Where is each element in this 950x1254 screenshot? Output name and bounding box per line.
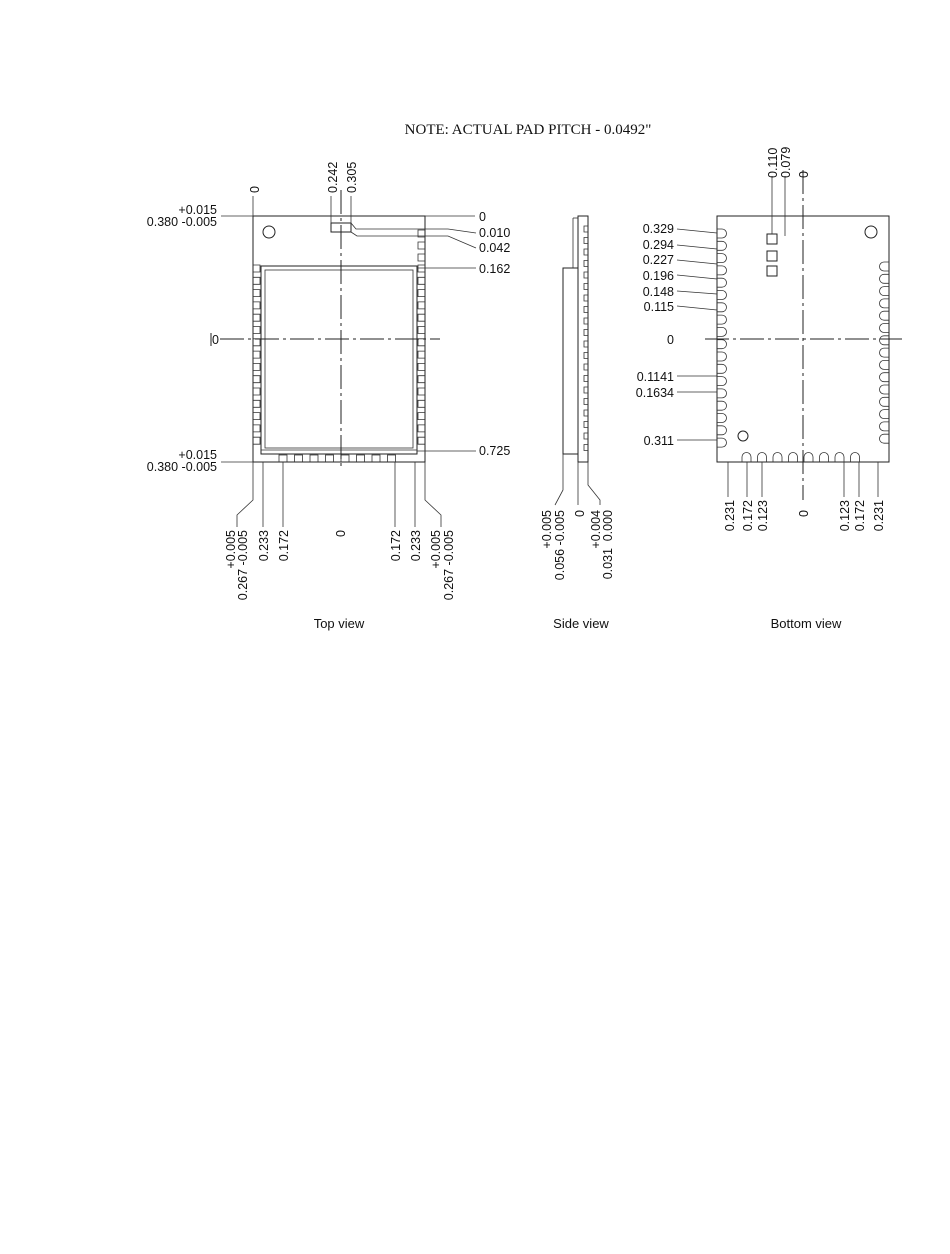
top-b-0233-l: 0.233: [257, 530, 271, 562]
top-b-0172-r: 0.172: [389, 530, 403, 562]
bot-b-0231-r: 0.231: [872, 500, 886, 532]
bot-l-0115-line: [677, 306, 717, 310]
bottom-left-pad: [717, 315, 727, 324]
side-tol-a-main: 0.056 -0.005: [553, 510, 567, 581]
bottom-view-test-pad-1: [767, 234, 777, 244]
top-left-zero: 0: [212, 333, 219, 347]
top-b-0172-l: 0.172: [277, 530, 291, 562]
bottom-left-pad: [717, 229, 727, 238]
bottom-left-pad: [717, 389, 727, 398]
top-b-tol-left-plus: +0.005: [224, 530, 238, 569]
side-dim-a-line: [555, 454, 563, 505]
top-b-0233-r: 0.233: [409, 530, 423, 562]
side-castellation: [584, 284, 588, 290]
bot-l-0311: 0.311: [643, 434, 674, 448]
bottom-view-caption: Bottom view: [770, 616, 842, 631]
bottom-right-pad: [880, 274, 890, 283]
bot-l-0227: 0.227: [642, 253, 674, 267]
bottom-right-pad: [880, 287, 889, 296]
side-zero: 0: [573, 510, 587, 517]
bottom-left-pad: [717, 438, 727, 447]
bottom-view-bottom-pads: [742, 453, 860, 463]
bot-l-0294: 0.294: [642, 238, 674, 252]
top-bottom-castellation: [357, 455, 365, 462]
top-tol-bot-plus: +0.015: [178, 448, 217, 462]
top-bottom-castellation: [279, 455, 287, 462]
top-dim-zero: 0: [248, 186, 262, 193]
top-bottom-castellation: [295, 455, 303, 462]
bot-l-0: 0: [667, 333, 674, 347]
top-right-castellation: [418, 290, 425, 297]
bottom-view-fiducial: [738, 431, 748, 441]
side-castellation: [584, 433, 588, 439]
bottom-right-pad: [880, 422, 890, 431]
top-left-castellation: [253, 376, 260, 383]
bottom-left-pad: [717, 278, 727, 287]
bottom-edge-pad: [820, 453, 829, 463]
bot-l-01141: 0.1141: [636, 370, 674, 384]
top-left-castellation: [253, 351, 260, 358]
top-left-castellation: [253, 413, 260, 420]
top-view-left-castellations: [253, 265, 260, 444]
side-castellation: [584, 445, 588, 451]
bottom-left-pad: [717, 377, 727, 386]
bottom-edge-pad: [851, 453, 860, 463]
bottom-right-pad: [880, 385, 890, 394]
bottom-left-pad: [717, 426, 727, 435]
bottom-edge-pad: [758, 453, 767, 463]
top-right-castellation: [418, 351, 425, 358]
shield-can-outer: [261, 266, 417, 454]
top-left-castellation: [253, 339, 260, 346]
top-left-castellation: [253, 327, 260, 334]
side-castellation: [584, 353, 588, 359]
top-left-castellation: [253, 302, 260, 309]
side-tol-b-zero: 0.000: [601, 510, 615, 542]
top-bottom-castellation: [341, 455, 349, 462]
top-right-castellation: [418, 302, 425, 309]
top-r-0010-line: [351, 223, 476, 233]
top-left-castellation: [253, 425, 260, 432]
top-right-castellation: [418, 265, 425, 272]
top-right-castellation: [418, 425, 425, 432]
bot-b-0: 0: [797, 510, 811, 517]
bottom-left-pad: [717, 352, 727, 361]
bot-l-0196-line: [677, 275, 717, 279]
top-view-right-castellations: [418, 230, 425, 444]
top-right-castellation: [418, 376, 425, 383]
bot-b-0123-r: 0.123: [838, 500, 852, 532]
side-castellation: [584, 249, 588, 255]
top-r-0042: 0.042: [479, 241, 511, 255]
side-tol-a-plus: +0.005: [540, 510, 554, 549]
bot-t-0079: 0.079: [779, 146, 793, 178]
top-view-caption: Top view: [313, 616, 365, 631]
side-castellation: [584, 399, 588, 405]
bottom-view-right-pads: [880, 262, 890, 443]
top-view-bottom-castellations: [279, 455, 396, 462]
top-bottom-castellation: [310, 455, 318, 462]
top-right-castellation: [418, 242, 425, 249]
bottom-right-pad: [880, 360, 890, 369]
bot-b-0172-l: 0.172: [741, 500, 755, 532]
bottom-left-pad: [717, 254, 727, 263]
top-dim-0242: 0.242: [326, 161, 340, 193]
top-r-0162: 0.162: [479, 262, 511, 276]
top-right-castellation: [418, 413, 425, 420]
side-view-shield: [563, 268, 578, 454]
side-castellation: [584, 422, 588, 428]
top-left-castellation: [253, 388, 260, 395]
top-b-tol-right-main: 0.267 -0.005: [442, 530, 456, 601]
bot-l-0294-line: [677, 245, 717, 249]
top-dim-0305: 0.305: [345, 161, 359, 193]
top-right-castellation: [418, 327, 425, 334]
side-tol-b-main: 0.031: [601, 548, 615, 580]
bot-t-0: 0: [797, 171, 811, 178]
side-castellation: [584, 238, 588, 244]
bottom-edge-pad: [773, 453, 782, 463]
bottom-edge-pad: [804, 453, 813, 463]
top-left-castellation: [253, 437, 260, 444]
side-castellation: [584, 307, 588, 313]
top-r-0042-line: [351, 232, 476, 248]
side-view-caption: Side view: [553, 616, 609, 631]
side-dim-b-line: [588, 462, 600, 505]
bottom-left-pad: [717, 241, 727, 250]
bot-l-0329-line: [677, 229, 717, 233]
side-castellation: [584, 410, 588, 416]
bot-l-0196: 0.196: [642, 269, 674, 283]
top-tol-top-main: 0.380 -0.005: [146, 215, 217, 229]
bottom-right-pad: [880, 397, 890, 406]
bot-l-0148-line: [677, 291, 717, 294]
top-b-0: 0: [334, 530, 348, 537]
top-view-pin1-marker: [263, 226, 275, 238]
bottom-view-left-pads: [717, 229, 727, 447]
bot-l-01634: 0.1634: [635, 386, 674, 400]
bottom-right-pad: [880, 348, 890, 357]
bottom-left-pad: [717, 340, 727, 349]
bot-l-0329: 0.329: [642, 222, 674, 236]
pad-pitch-note: NOTE: ACTUAL PAD PITCH - 0.0492": [404, 122, 652, 138]
top-tol-bot-main: 0.380 -0.005: [146, 460, 217, 474]
side-tol-b-plus: +0.004: [589, 510, 603, 549]
bot-l-0227-line: [677, 260, 717, 264]
side-view-pcb: [578, 216, 588, 462]
top-r-0725: 0.725: [479, 444, 511, 458]
top-right-castellation: [418, 254, 425, 261]
top-left-castellation: [253, 290, 260, 297]
bottom-left-pad: [717, 414, 727, 423]
side-castellation: [584, 387, 588, 393]
top-r-0010: 0.010: [479, 226, 511, 240]
top-bottom-castellation: [372, 455, 380, 462]
bottom-left-pad: [717, 401, 727, 410]
bottom-right-pad: [880, 373, 890, 382]
bottom-right-pad: [880, 434, 890, 443]
top-b-tol-right-plus: +0.005: [429, 530, 443, 569]
bottom-right-pad: [880, 299, 890, 308]
side-view-castellations: [584, 226, 588, 451]
top-r-0: 0: [479, 210, 486, 224]
bottom-edge-pad: [789, 453, 798, 463]
top-right-castellation: [418, 314, 425, 321]
bottom-right-pad: [880, 311, 890, 320]
top-right-castellation: [418, 277, 425, 284]
top-left-castellation: [253, 265, 260, 272]
side-castellation: [584, 341, 588, 347]
side-castellation: [584, 364, 588, 370]
top-bottom-castellation: [326, 455, 334, 462]
bottom-view: [636, 147, 902, 631]
top-bottom-castellation: [388, 455, 396, 462]
side-castellation: [584, 376, 588, 382]
bottom-view-test-pad-3: [767, 266, 777, 276]
top-tol-top-plus: +0.015: [178, 203, 217, 217]
bottom-left-pad: [717, 266, 727, 275]
side-castellation: [584, 272, 588, 278]
top-left-castellation: [253, 314, 260, 321]
bot-t-0110: 0.110: [766, 147, 780, 178]
shield-can-inner: [265, 270, 413, 448]
side-castellation: [584, 295, 588, 301]
bot-b-0123-l: 0.123: [756, 500, 770, 532]
bottom-right-pad: [880, 262, 890, 271]
bot-b-0172-r: 0.172: [853, 500, 867, 532]
top-left-castellation: [253, 400, 260, 407]
bottom-edge-pad: [835, 453, 844, 463]
top-b-tol-right-line: [425, 462, 441, 527]
bottom-view-pin1-marker: [865, 226, 877, 238]
top-right-castellation: [418, 437, 425, 444]
top-b-tol-left-main: 0.267 -0.005: [236, 530, 250, 601]
bot-l-0115: 0.115: [643, 300, 674, 314]
side-castellation: [584, 226, 588, 232]
bottom-right-pad: [880, 324, 890, 333]
bottom-left-pad: [717, 364, 727, 373]
top-b-tol-left-line: [237, 462, 253, 527]
bottom-left-pad: [717, 291, 727, 300]
bottom-left-pad: [717, 303, 727, 312]
bot-b-0231-l: 0.231: [723, 500, 737, 532]
bot-l-0148: 0.148: [642, 285, 674, 299]
top-right-castellation: [418, 339, 425, 346]
top-left-castellation: [253, 363, 260, 370]
side-castellation: [584, 318, 588, 324]
bottom-view-test-pad-2: [767, 251, 777, 261]
top-right-castellation: [418, 388, 425, 395]
top-view: [147, 162, 511, 631]
bottom-edge-pad: [742, 453, 751, 463]
bottom-right-pad: [880, 336, 890, 345]
bottom-right-pad: [880, 410, 890, 419]
side-castellation: [584, 261, 588, 267]
top-left-castellation: [253, 277, 260, 284]
top-right-castellation: [418, 363, 425, 370]
side-view: [540, 216, 615, 631]
side-castellation: [584, 330, 588, 336]
top-right-castellation: [418, 400, 425, 407]
bottom-left-pad: [717, 327, 727, 336]
